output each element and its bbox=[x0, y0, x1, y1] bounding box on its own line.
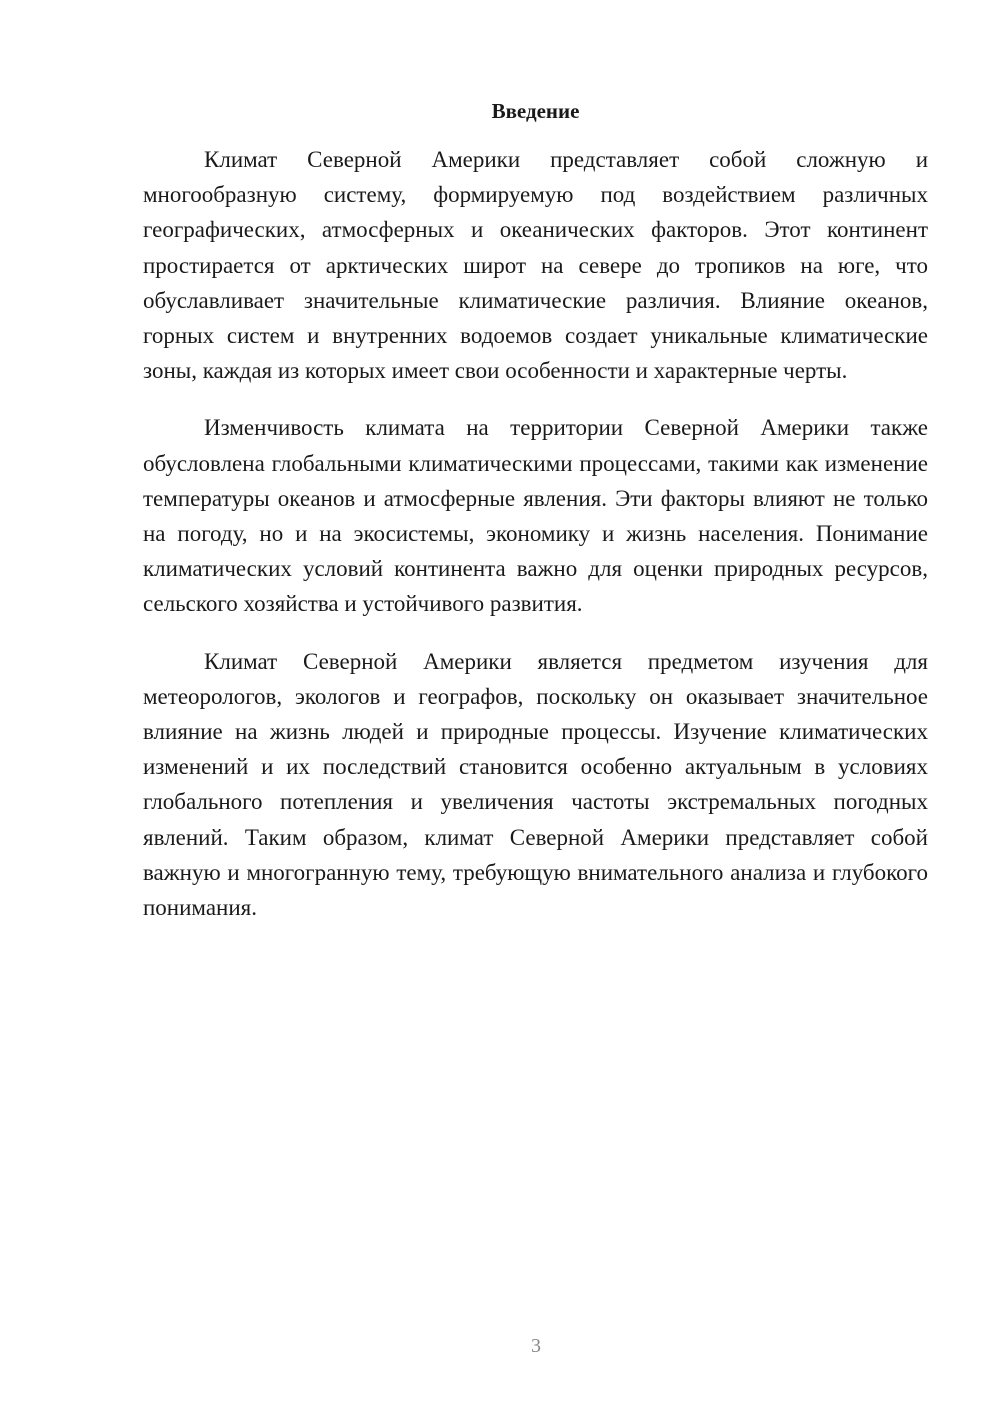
page-number: 3 bbox=[531, 1335, 541, 1357]
page-title: Введение bbox=[491, 99, 580, 123]
paragraph-1: Климат Северной Америки представляет собой сложную и многообразную систему, формируемую под воздействием различных географических, атмосферных и океанических факторов. Этот континент простирается от арктических широт на севере до тропиков на юге, что обуславливает значительные климатические различия. Влияние океанов, горных систем и внутренних водоемов создает уникальные климатические зоны, каждая из которых имеет свои особенности и характерные черты. bbox=[143, 147, 928, 384]
paragraph-2: Изменчивость климата на территории Северной Америки также обусловлена глобальными климатическими процессами, такими как изменение температуры океанов и атмосферные явления. Эти факторы влияют не только на погоду, но и на экосистемы, экономику и жизнь населения. Понимание климатических условий континента важно для оценки природных ресурсов, сельского хозяйства и устойчивого развития. bbox=[143, 415, 928, 617]
body-text bbox=[143, 142, 928, 947]
paragraph-3: Климат Северной Америки является предметом изучения для метеорологов, экологов и географов, поскольку он оказывает значительное влияние на жизнь людей и природные процессы. Изучение климатических изменений и их последствий становится особенно актуальным в условиях глобального потепления и увеличения частоты экстремальных погодных явлений. Таким образом, климат Северной Америки представляет собой важную и многогранную тему, требующую внимательного анализа и глубокого понимания. bbox=[143, 648, 928, 921]
